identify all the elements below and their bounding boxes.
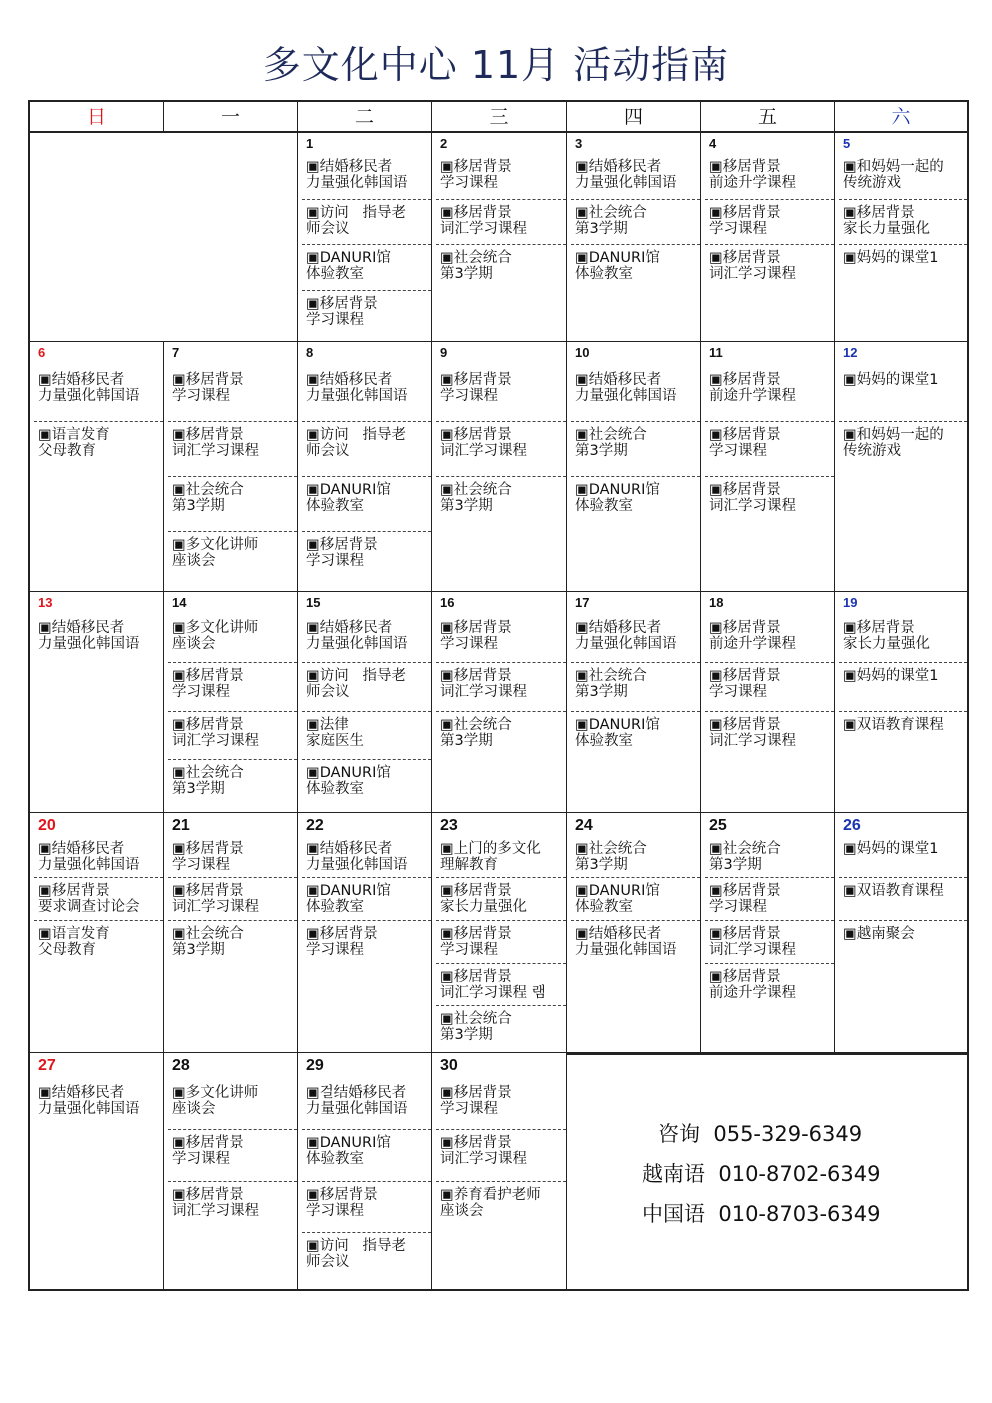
- event-divider: [839, 662, 967, 663]
- event-divider: [436, 199, 566, 200]
- event-item: ▣结婚移民者 力量强化韩国语: [306, 841, 408, 873]
- event-divider: [705, 711, 834, 712]
- event-item: ▣移居背景 学习课程: [709, 427, 781, 459]
- event-divider: [436, 1005, 566, 1006]
- day-cell: [835, 592, 967, 813]
- event-item: ▣移居背景 家长力量强化: [440, 883, 527, 915]
- event-item: ▣移居背景 前途升学课程: [709, 159, 796, 191]
- event-item: ▣结婚移民者 力量强化韩国语: [38, 372, 140, 404]
- event-item: ▣移居背景 词汇学习课程: [172, 883, 259, 915]
- event-divider: [705, 662, 834, 663]
- event-item: ▣妈妈的课堂1: [843, 250, 939, 266]
- day-number: 8: [306, 345, 314, 360]
- event-item: ▣和妈妈一起的 传统游戏: [843, 159, 944, 191]
- day-cell: [164, 342, 298, 592]
- event-divider: [571, 244, 700, 245]
- day-cell: [432, 1053, 567, 1289]
- event-item: ▣社会统合 第3学期: [172, 482, 244, 514]
- event-item: ▣移居背景 学习课程: [440, 926, 512, 958]
- event-item: ▣和妈妈一起的 传统游戏: [843, 427, 944, 459]
- day-cell: [432, 133, 567, 342]
- event-item: ▣DANURI馆 体验教室: [575, 883, 660, 915]
- day-cell: [30, 813, 164, 1053]
- event-item: ▣妈妈的课堂1: [843, 372, 939, 388]
- day-cell: [835, 813, 967, 1053]
- event-divider: [302, 1181, 431, 1182]
- day-number: 19: [843, 595, 858, 610]
- event-item: ▣DANURI馆 体验教室: [306, 1135, 391, 1167]
- event-item: ▣访问 指导老 师会议: [306, 1238, 407, 1270]
- event-divider: [302, 290, 431, 291]
- day-cell: [567, 133, 701, 342]
- day-cell: [701, 592, 835, 813]
- event-item: ▣访问 指导老 师会议: [306, 427, 407, 459]
- day-cell: [30, 592, 164, 813]
- event-divider: [168, 1129, 297, 1130]
- day-number: 22: [306, 817, 324, 834]
- event-item: ▣移居背景 学习课程: [172, 372, 244, 404]
- event-divider: [302, 244, 431, 245]
- event-divider: [168, 1181, 297, 1182]
- day-number: 3: [575, 136, 583, 151]
- day-number: 1: [306, 136, 314, 151]
- event-item: ▣结婚移民者 力量强化韩国语: [306, 159, 408, 191]
- day-number: 16: [440, 595, 455, 610]
- event-divider: [168, 920, 297, 921]
- event-item: ▣移居背景 词汇学习课程: [709, 482, 796, 514]
- event-item: ▣移居背景 学习课程: [306, 537, 378, 569]
- event-divider: [302, 531, 431, 532]
- day-number: 28: [172, 1057, 190, 1074]
- contact-chinese: 中国语 010-8703-6349: [642, 1202, 881, 1226]
- day-number: 7: [172, 345, 180, 360]
- event-divider: [436, 877, 566, 878]
- day-number: 13: [38, 595, 53, 610]
- day-number: 4: [709, 136, 717, 151]
- day-number: 23: [440, 817, 458, 834]
- day-cell: [701, 342, 835, 592]
- event-item: ▣结婚移民者 力量强化韩国语: [575, 926, 677, 958]
- day-number: 27: [38, 1057, 56, 1074]
- day-cell: [298, 133, 432, 342]
- event-item: ▣社会统合 第3学期: [440, 250, 512, 282]
- event-divider: [302, 199, 431, 200]
- day-cell: [164, 813, 298, 1053]
- event-divider: [436, 244, 566, 245]
- event-divider: [34, 421, 163, 422]
- event-item: ▣移居背景 词汇学习课程: [709, 926, 796, 958]
- event-item: ▣移居背景 要求调查讨论会: [38, 883, 140, 915]
- contact-info: [566, 1060, 938, 1280]
- event-item: ▣移居背景 前途升学课程: [709, 969, 796, 1001]
- day-cell: [567, 592, 701, 813]
- day-number: 2: [440, 136, 448, 151]
- event-item: ▣移居背景 家长力量强化: [843, 205, 930, 237]
- event-divider: [34, 877, 163, 878]
- event-divider: [436, 963, 566, 964]
- event-item: ▣移居背景 词汇学习课程: [440, 1135, 527, 1167]
- event-item: ▣DANURI馆 体验教室: [306, 765, 391, 797]
- event-item: ▣移居背景 前途升学课程: [709, 372, 796, 404]
- day-cell: [567, 813, 701, 1053]
- event-item: ▣结婚移民者 力量强化韩国语: [306, 372, 408, 404]
- page-title: 多文化中心 11月 活动指南: [262, 43, 730, 87]
- day-number: 17: [575, 595, 590, 610]
- event-item: ▣DANURI馆 体验教室: [575, 717, 660, 749]
- day-number: 11: [709, 345, 723, 360]
- event-divider: [839, 920, 967, 921]
- day-number: 21: [172, 817, 190, 834]
- event-item: ▣多文化讲师 座谈会: [172, 620, 259, 652]
- event-item: ▣移居背景 学习课程: [306, 1187, 378, 1219]
- event-item: ▣结婚移民者 力量强化韩国语: [38, 620, 140, 652]
- event-item: ▣DANURI馆 体验教室: [575, 250, 660, 282]
- event-divider: [705, 476, 834, 477]
- day-cell: [701, 813, 835, 1053]
- event-divider: [436, 920, 566, 921]
- event-item: ▣移居背景 学习课程: [440, 372, 512, 404]
- empty-day-cell: [30, 133, 298, 342]
- event-divider: [302, 662, 431, 663]
- event-item: ▣移居背景 学习课程: [306, 296, 378, 328]
- day-cell: [298, 342, 432, 592]
- event-divider: [839, 877, 967, 878]
- event-divider: [302, 877, 431, 878]
- event-item: ▣移居背景 学习课程: [709, 883, 781, 915]
- event-item: ▣法律 家庭医生: [306, 717, 364, 749]
- event-item: ▣社会统合 第3学期: [440, 482, 512, 514]
- event-divider: [705, 421, 834, 422]
- event-divider: [302, 476, 431, 477]
- day-number: 29: [306, 1057, 324, 1074]
- event-divider: [436, 421, 566, 422]
- day-number: 15: [306, 595, 321, 610]
- day-number: 20: [38, 817, 56, 834]
- event-divider: [168, 662, 297, 663]
- weekday-header: 二: [298, 102, 432, 133]
- weekday-header: 五: [701, 102, 835, 133]
- event-item: ▣移居背景 词汇学习课程 램: [440, 969, 546, 1001]
- contact-inquiry: 咨询 055-329-6349: [658, 1122, 863, 1146]
- day-cell: [298, 592, 432, 813]
- event-item: ▣结婚移民者 力量强化韩国语: [575, 620, 677, 652]
- event-item: ▣DANURI馆 体验教室: [306, 250, 391, 282]
- event-item: ▣双语教育课程: [843, 717, 944, 733]
- day-cell: [432, 813, 567, 1053]
- event-divider: [705, 963, 834, 964]
- event-item: ▣移居背景 词汇学习课程: [709, 250, 796, 282]
- event-divider: [571, 662, 700, 663]
- event-divider: [839, 711, 967, 712]
- event-item: ▣访问 指导老 师会议: [306, 668, 407, 700]
- event-item: ▣移居背景 词汇学习课程: [172, 717, 259, 749]
- day-number: 10: [575, 345, 590, 360]
- event-item: ▣越南聚会: [843, 926, 915, 942]
- day-number: 26: [843, 817, 861, 834]
- event-divider: [302, 1232, 431, 1233]
- event-item: ▣结婚移民者 力量强化韩国语: [38, 1085, 140, 1117]
- event-item: ▣移居背景 词汇学习课程: [709, 717, 796, 749]
- weekday-header: 四: [567, 102, 701, 133]
- event-divider: [302, 759, 431, 760]
- day-number: 9: [440, 345, 448, 360]
- weekday-header: 三: [432, 102, 567, 133]
- day-cell: [567, 342, 701, 592]
- event-item: ▣语言发育 父母教育: [38, 427, 110, 459]
- event-divider: [705, 920, 834, 921]
- day-cell: [835, 133, 967, 342]
- event-item: ▣结婚移民者 力量强化韩国语: [575, 159, 677, 191]
- day-cell: [164, 592, 298, 813]
- event-item: ▣社会统合 第3学期: [172, 926, 244, 958]
- event-item: ▣移居背景 学习课程: [440, 620, 512, 652]
- event-item: ▣上门的多文化 理解教育: [440, 841, 541, 873]
- event-divider: [302, 711, 431, 712]
- event-item: ▣语言发育 父母教育: [38, 926, 110, 958]
- event-divider: [571, 711, 700, 712]
- event-divider: [168, 877, 297, 878]
- event-divider: [571, 877, 700, 878]
- event-divider: [571, 421, 700, 422]
- day-number: 5: [843, 136, 851, 151]
- event-divider: [302, 421, 431, 422]
- event-divider: [436, 711, 566, 712]
- day-cell: [701, 133, 835, 342]
- event-item: ▣社会统合 第3学期: [575, 427, 647, 459]
- event-item: ▣移居背景 学习课程: [306, 926, 378, 958]
- day-number: 24: [575, 817, 593, 834]
- event-item: ▣移居背景 学习课程: [172, 668, 244, 700]
- event-item: ▣结婚移民者 力量强化韩国语: [575, 372, 677, 404]
- event-item: ▣移居背景 词汇学习课程: [440, 668, 527, 700]
- weekday-header: 一: [164, 102, 298, 133]
- event-item: ▣社会统合 第3学期: [709, 841, 781, 873]
- event-item: ▣移居背景 词汇学习课程: [172, 1187, 259, 1219]
- event-item: ▣移居背景 词汇学习课程: [172, 427, 259, 459]
- event-item: ▣移居背景 家长力量强化: [843, 620, 930, 652]
- event-item: ▣社会统合 第3学期: [575, 841, 647, 873]
- event-divider: [571, 920, 700, 921]
- event-divider: [436, 1129, 566, 1130]
- event-item: ▣DANURI馆 体验教室: [575, 482, 660, 514]
- event-item: ▣养育看护老师 座谈会: [440, 1187, 541, 1219]
- weekday-header: 六: [835, 102, 967, 133]
- event-divider: [34, 920, 163, 921]
- day-cell: [432, 342, 567, 592]
- day-cell: [30, 342, 164, 592]
- day-number: 6: [38, 345, 46, 360]
- day-number: 30: [440, 1057, 458, 1074]
- event-item: ▣移居背景 学习课程: [172, 841, 244, 873]
- event-divider: [168, 476, 297, 477]
- event-divider: [839, 244, 967, 245]
- event-item: ▣社会统合 第3学期: [440, 717, 512, 749]
- event-item: ▣移居背景 学习课程: [709, 668, 781, 700]
- event-item: ▣结婚移民者 力量强化韩国语: [306, 620, 408, 652]
- event-divider: [302, 920, 431, 921]
- day-cell: [298, 813, 432, 1053]
- day-cell: [432, 592, 567, 813]
- event-divider: [168, 711, 297, 712]
- event-divider: [168, 759, 297, 760]
- day-number: 14: [172, 595, 187, 610]
- event-item: ▣移居背景 词汇学习课程: [440, 427, 527, 459]
- day-number: 18: [709, 595, 724, 610]
- event-item: ▣걸结婚移民者 力量强化韩国语: [306, 1085, 408, 1117]
- event-divider: [839, 199, 967, 200]
- event-item: ▣多文化讲师 座谈会: [172, 537, 259, 569]
- day-number: 25: [709, 817, 727, 834]
- event-item: ▣社会统合 第3学期: [172, 765, 244, 797]
- day-cell: [835, 342, 967, 592]
- contact-vietnamese: 越南语 010-8702-6349: [642, 1162, 881, 1186]
- event-item: ▣社会统合 第3学期: [575, 205, 647, 237]
- event-divider: [705, 244, 834, 245]
- event-item: ▣DANURI馆 体验教室: [306, 482, 391, 514]
- event-item: ▣移居背景 学习课程: [440, 159, 512, 191]
- event-item: ▣移居背景 学习课程: [172, 1135, 244, 1167]
- weekday-header: 日: [30, 102, 164, 133]
- event-item: ▣妈妈的课堂1: [843, 668, 939, 684]
- day-cell: [164, 1053, 298, 1289]
- event-divider: [302, 1129, 431, 1130]
- event-item: ▣妈妈的课堂1: [843, 841, 939, 857]
- day-number: 12: [843, 345, 858, 360]
- event-item: ▣移居背景 学习课程: [440, 1085, 512, 1117]
- day-cell: [298, 1053, 432, 1289]
- event-item: ▣移居背景 词汇学习课程: [440, 205, 527, 237]
- event-divider: [436, 662, 566, 663]
- event-item: ▣DANURI馆 体验教室: [306, 883, 391, 915]
- event-divider: [839, 421, 967, 422]
- event-item: ▣多文化讲师 座谈会: [172, 1085, 259, 1117]
- event-divider: [436, 476, 566, 477]
- event-item: ▣移居背景 学习课程: [709, 205, 781, 237]
- day-cell: [30, 1053, 164, 1289]
- event-divider: [436, 1181, 566, 1182]
- event-item: ▣社会统合 第3学期: [440, 1011, 512, 1043]
- event-divider: [168, 421, 297, 422]
- event-item: ▣社会统合 第3学期: [575, 668, 647, 700]
- event-divider: [571, 476, 700, 477]
- event-item: ▣移居背景 前途升学课程: [709, 620, 796, 652]
- event-item: ▣结婚移民者 力量强化韩国语: [38, 841, 140, 873]
- event-divider: [705, 199, 834, 200]
- event-divider: [705, 877, 834, 878]
- event-divider: [168, 531, 297, 532]
- event-item: ▣访问 指导老 师会议: [306, 205, 407, 237]
- event-divider: [571, 199, 700, 200]
- event-item: ▣双语教育课程: [843, 883, 944, 899]
